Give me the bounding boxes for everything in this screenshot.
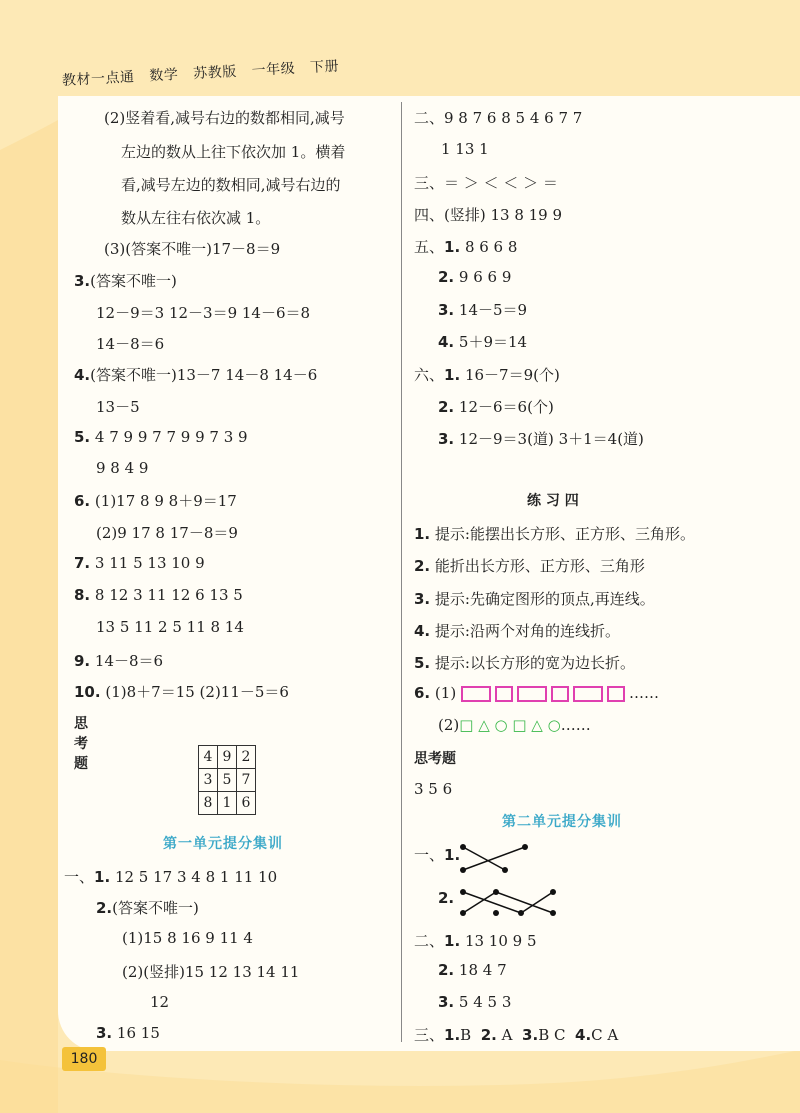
u1-q2-answer-c: 12 <box>150 993 170 1011</box>
u1-q1-text: 12 5 17 3 4 8 1 11 10 <box>114 868 278 886</box>
column-divider <box>401 102 402 1042</box>
q8-text: 8 12 3 11 12 6 13 5 <box>94 586 243 604</box>
matching-diagram <box>458 840 558 930</box>
left-think-title: 思考题 <box>74 716 88 772</box>
shape-sequence: □ △ ○ □ △ ○ <box>459 716 561 734</box>
u2-q2-number: 2. <box>438 889 455 907</box>
u2-c-n2: 2. <box>480 1026 497 1044</box>
u1-q3-number: 3. <box>96 1024 113 1042</box>
e3-text: 提示:先确定图形的顶点,再连线。 <box>434 590 655 608</box>
q4-line <box>74 364 317 385</box>
unit2-title: 第二单元提分集训 <box>502 814 622 830</box>
grid-row <box>199 769 256 792</box>
left-line-5: (3)(答案不唯一)17－8＝9 <box>104 240 281 258</box>
grid-cell: 2 <box>237 746 256 769</box>
u2-c-c: B C <box>538 1026 566 1044</box>
r8-text: 5＋9＝14 <box>458 333 528 351</box>
r9-prefix: 六、 <box>414 366 445 384</box>
q10-number: 10. <box>74 683 101 701</box>
q4-answer-b: 13－5 <box>96 398 140 416</box>
r6-text: 9 6 6 9 <box>458 268 512 286</box>
u2-b3-text: 5 4 5 3 <box>458 993 512 1011</box>
r10-text: 12－6＝6(个) <box>458 398 554 416</box>
q8-answer-b: 13 5 11 2 5 11 8 14 <box>96 618 244 636</box>
right-line-2: 1 13 1 <box>441 140 489 158</box>
rectangle-shape-icon <box>517 686 547 702</box>
e5-number: 5. <box>414 654 431 672</box>
u2-c-d: C A <box>591 1026 619 1044</box>
q9-line <box>74 650 163 671</box>
r7-text: 14－5＝9 <box>458 301 528 319</box>
q8-number: 8. <box>74 586 91 604</box>
match-lines-1 <box>463 847 525 870</box>
grid-row <box>199 792 256 815</box>
header-subject: 数学 <box>148 66 179 85</box>
ex4-q6b <box>438 716 591 734</box>
q5-line <box>74 428 248 446</box>
u1-q2-answer-a: (1)15 8 16 9 11 4 <box>122 929 253 947</box>
rectangle-shape-icon <box>461 686 491 702</box>
r8-number: 4. <box>438 333 455 351</box>
right-line-3: 三、＝ ＞ ＜ ＜ ＞ ＝ <box>414 174 558 192</box>
u2-q1-line <box>414 844 460 865</box>
u2-b2-number: 2. <box>438 961 455 979</box>
r5-text: 8 6 6 8 <box>464 238 518 256</box>
r9-text: 16－7＝9(个) <box>464 366 560 384</box>
q7-text: 3 11 5 13 10 9 <box>94 554 205 572</box>
ex4-q5 <box>414 652 635 673</box>
u2-b2-text: 18 4 7 <box>458 961 507 979</box>
u2-c-n4: 4. <box>575 1026 592 1044</box>
right-line-1: 二、9 8 7 6 8 5 4 6 7 7 <box>414 109 583 127</box>
r5-prefix: 五、 <box>414 238 445 256</box>
e1-text: 提示:能摆出长方形、正方形、三角形。 <box>434 525 695 543</box>
q3-line <box>74 270 177 291</box>
u1-q3-text: 16 15 <box>116 1024 160 1042</box>
ex4-q6 <box>414 684 659 702</box>
u1-q1-prefix: 一、 <box>64 868 95 886</box>
u2-b1-text: 13 10 9 5 <box>464 932 537 950</box>
e6-number: 6. <box>414 684 431 702</box>
exercise4-title: 练 习 四 <box>527 493 579 509</box>
q5-text: 4 7 9 9 7 7 9 9 7 3 9 <box>94 428 248 446</box>
u1-q1-number: 1. <box>94 868 111 886</box>
e1-number: 1. <box>414 525 431 543</box>
u2-q1-prefix: 一、 <box>414 846 445 864</box>
e6b-dots: …… <box>560 716 591 734</box>
grid-cell: 7 <box>237 769 256 792</box>
u1-q2-answer-b: (2)(竖排)15 12 13 14 11 <box>122 963 300 981</box>
e2-number: 2. <box>414 557 431 575</box>
q3-answer-a: 12－9＝3 12－3＝9 14－6＝8 <box>96 304 311 322</box>
r7-number: 3. <box>438 301 455 319</box>
u2-c-prefix: 三、 <box>414 1026 445 1044</box>
q5-number: 5. <box>74 428 91 446</box>
header-book: 教材一点通 <box>61 69 135 89</box>
right-q5-2 <box>438 268 511 286</box>
u1-q2-line <box>96 897 199 918</box>
e6b-label: (2) <box>438 716 460 734</box>
u2-c-n3: 3. <box>522 1026 539 1044</box>
u2-b3-number: 3. <box>438 993 455 1011</box>
q9-number: 9. <box>74 652 91 670</box>
ex4-q2 <box>414 555 645 576</box>
q4-text: (答案不唯一)13－7 14－8 14－6 <box>90 366 318 384</box>
header-edition: 苏教版 <box>192 63 238 83</box>
magic-square-grid <box>198 745 256 815</box>
grid-row <box>199 746 256 769</box>
right-q6-3 <box>438 428 644 449</box>
r11-text: 12－9＝3(道) 3＋1＝4(道) <box>458 430 644 448</box>
q9-text: 14－8＝6 <box>94 652 164 670</box>
header-grade: 一年级 <box>251 60 296 80</box>
right-q6-2 <box>438 396 554 417</box>
rectangle-shape-icon <box>573 686 603 702</box>
e4-number: 4. <box>414 622 431 640</box>
u2-b3-line <box>438 993 511 1011</box>
r6-number: 2. <box>438 268 455 286</box>
q6-line <box>74 490 237 511</box>
q7-number: 7. <box>74 554 91 572</box>
r9-number: 1. <box>444 366 461 384</box>
q4-number: 4. <box>74 366 91 384</box>
right-q5-4 <box>438 331 527 352</box>
square-shape-icon <box>551 686 569 702</box>
right-line-4: 四、(竖排) 13 8 19 9 <box>414 206 563 224</box>
q7-line <box>74 554 205 572</box>
u1-q1-line <box>64 866 277 887</box>
q10-text: (1)8＋7＝15 (2)11－5＝6 <box>105 683 289 701</box>
ex4-q1 <box>414 523 695 544</box>
r5-number: 1. <box>444 238 461 256</box>
u1-q3-line <box>96 1024 160 1042</box>
right-q5-3 <box>438 299 527 320</box>
grid-cell: 4 <box>199 746 218 769</box>
header-volume: 下册 <box>309 58 340 76</box>
u1-q2-number: 2. <box>96 899 113 917</box>
u2-b-prefix: 二、 <box>414 932 445 950</box>
u2-c-line <box>414 1024 618 1045</box>
grid-cell: 3 <box>199 769 218 792</box>
q3-answer-b: 14－8＝6 <box>96 335 165 353</box>
left-line-1: (2)竖着看,减号右边的数都相同,减号 <box>104 109 345 127</box>
q6-text: (1)17 8 9 8＋9＝17 <box>94 492 237 510</box>
u2-q2-line <box>438 889 454 907</box>
u2-c-b: A <box>501 1026 513 1044</box>
left-line-3: 看,减号左边的数相同,减号右边的 <box>121 176 341 194</box>
q3-number: 3. <box>74 272 91 290</box>
e2-text: 能折出长方形、正方形、三角形 <box>434 557 645 575</box>
u2-c-a: B <box>460 1026 472 1044</box>
square-shape-icon <box>495 686 513 702</box>
match-dots-2 <box>460 889 556 916</box>
r11-number: 3. <box>438 430 455 448</box>
q6-number: 6. <box>74 492 91 510</box>
u2-b1-line <box>414 930 537 951</box>
match-lines-2 <box>463 892 553 913</box>
right-q5-1 <box>414 236 517 257</box>
ex4-q4 <box>414 620 620 641</box>
q6-answer-b: (2)9 17 8 17－8＝9 <box>96 524 238 542</box>
r10-number: 2. <box>438 398 455 416</box>
grid-cell: 9 <box>218 746 237 769</box>
ex4-q3 <box>414 588 655 609</box>
square-shape-icon <box>607 686 625 702</box>
u2-b1-number: 1. <box>444 932 461 950</box>
q10-line <box>74 681 289 702</box>
grid-cell: 5 <box>218 769 237 792</box>
left-line-2: 左边的数从上往下依次加 1。横着 <box>121 143 346 161</box>
unit1-title: 第一单元提分集训 <box>163 836 283 852</box>
right-think-title: 思考题 <box>414 751 456 767</box>
right-q6-1 <box>414 364 560 385</box>
q3-text: (答案不唯一) <box>90 272 177 290</box>
e3-number: 3. <box>414 590 431 608</box>
grid-cell: 8 <box>199 792 218 815</box>
u2-q1-number: 1. <box>444 846 461 864</box>
u2-c-n1: 1. <box>444 1026 461 1044</box>
grid-cell: 1 <box>218 792 237 815</box>
page-number: 180 <box>62 1047 106 1071</box>
e6-label: (1) <box>434 684 457 702</box>
u2-b2-line <box>438 961 507 979</box>
e5-text: 提示:以长方形的宽为边长折。 <box>434 654 635 672</box>
grid-cell: 6 <box>237 792 256 815</box>
left-line-4: 数从左往右依次减 1。 <box>121 209 271 227</box>
q8-line <box>74 586 243 604</box>
q5-answer-b: 9 8 4 9 <box>96 459 149 477</box>
e4-text: 提示:沿两个对角的连线折。 <box>434 622 620 640</box>
e6-dots: …… <box>628 684 659 702</box>
u1-q2-text: (答案不唯一) <box>112 899 199 917</box>
right-think-answer: 3 5 6 <box>414 780 453 798</box>
